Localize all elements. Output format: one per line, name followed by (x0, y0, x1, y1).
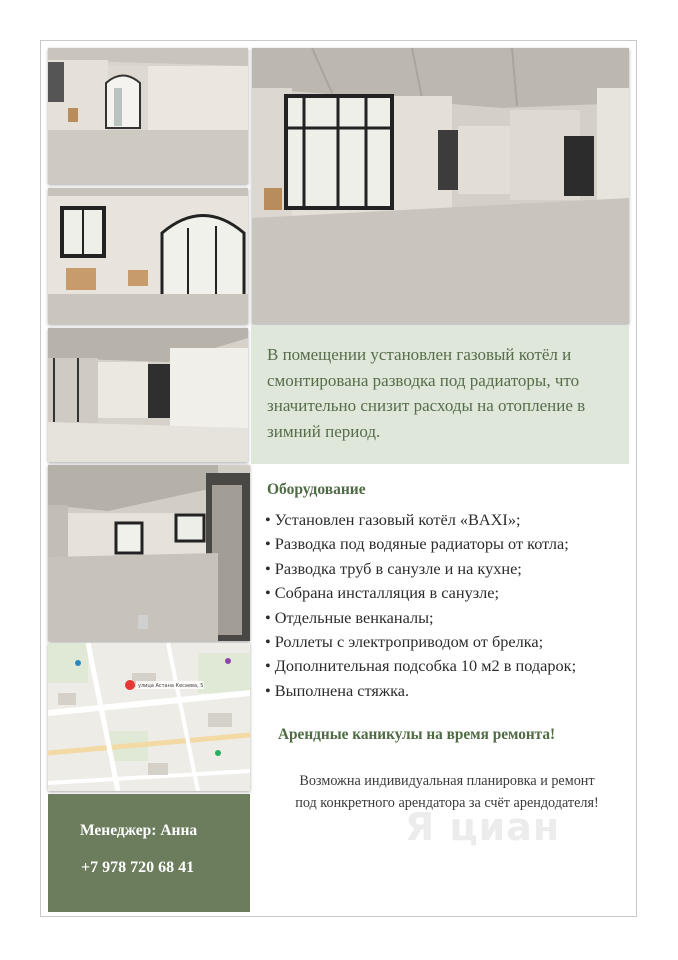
list-item: • Выполнена стяжка. (265, 680, 410, 700)
equipment-list (265, 508, 576, 703)
cian-watermark: Я циан (405, 805, 561, 849)
info-text: В помещении установлен газовый котёл и смонтирована разводка под радиаторы, что значительно снизит расходы на отопление в зимний период. (267, 345, 586, 441)
map-pin-icon (125, 680, 135, 690)
list-item: • Разводка под водяные радиаторы от котла; (265, 534, 569, 554)
map-address-label: улица Астана Кесаева, 5 (138, 683, 204, 689)
list-item: • Дополнительная подсобка 10 м2 в подарок; (265, 656, 577, 676)
list-item: • Собрана инсталляция в санузле; (265, 583, 500, 603)
list-item: • Установлен газовый котёл «BAXI»; (265, 510, 521, 529)
phone-number[interactable]: +7 978 720 68 41 (81, 859, 195, 876)
manager-name: Менеджер: Анна (80, 822, 198, 839)
list-item: • Разводка труб в санузле и на кухне; (265, 558, 522, 578)
photo-partitions (48, 328, 248, 462)
equipment-heading: Оборудование (267, 481, 366, 498)
rent-holiday-promo: Арендные каникулы на время ремонта! (278, 726, 556, 743)
photo-open-space (48, 465, 250, 641)
list-item: • Роллеты с электроприводом от брелка; (265, 632, 544, 652)
list-item: • Отдельные венканалы; (265, 607, 434, 627)
contact-block (48, 794, 250, 912)
location-map (48, 643, 250, 791)
note-line-1: Возможна индивидуальная планировка и ремонт (299, 773, 595, 789)
photo-main-hall (252, 48, 629, 324)
note-line-2: под конкретного арендатора за счёт арендодателя! (295, 795, 599, 811)
photo-room-arch (48, 48, 248, 184)
photo-room-windows (48, 188, 248, 324)
